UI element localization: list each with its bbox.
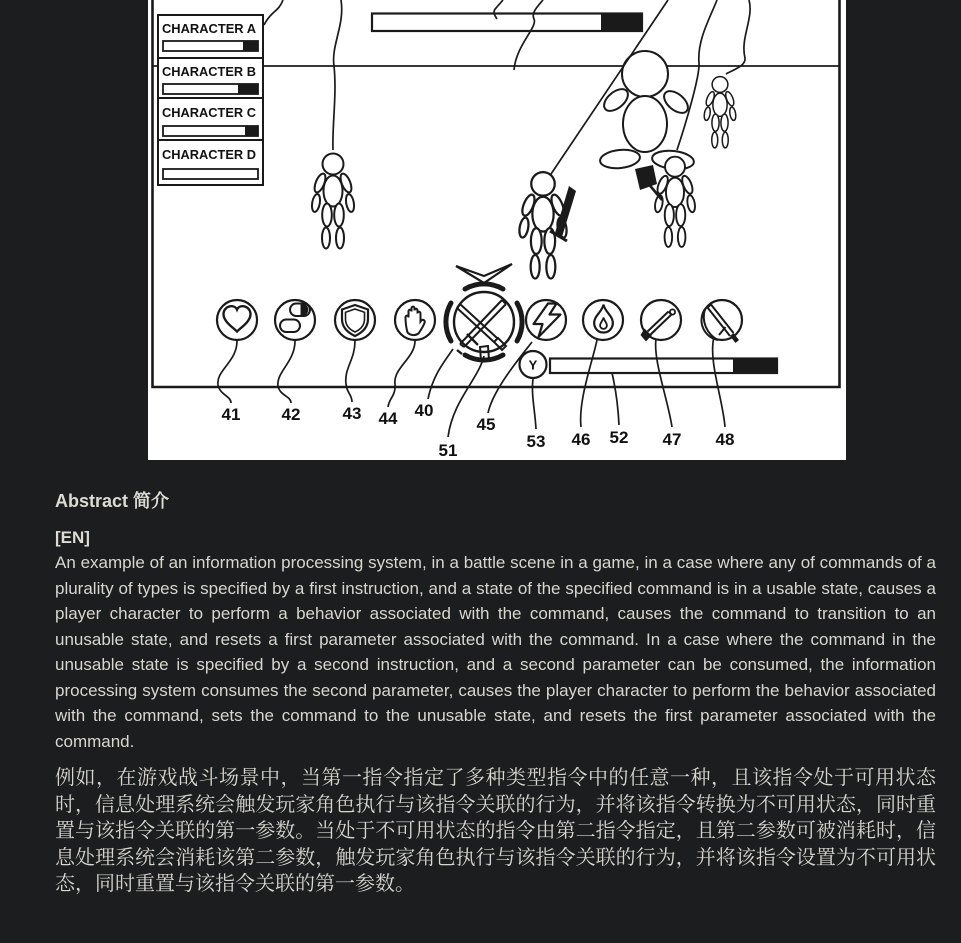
small-enemy-figure [703, 77, 736, 148]
ref-42: 42 [281, 405, 301, 424]
character-d-label: CHARACTER D [162, 148, 256, 162]
abstract-section [55, 487, 936, 898]
command-bar [217, 284, 742, 361]
shield-icon [335, 300, 375, 340]
boss-gauge-bar [372, 14, 642, 32]
character-status-panel [158, 15, 263, 185]
reference-numerals [222, 401, 735, 460]
language-tag: [EN] [55, 528, 90, 547]
ref-47: 47 [662, 430, 682, 449]
character-a-label: CHARACTER A [162, 22, 256, 36]
enemy-figure-with-axe [654, 157, 696, 247]
battle-scene-drawing [148, 0, 846, 460]
ref-48: 48 [715, 430, 735, 449]
ref-51: 51 [438, 441, 458, 460]
selection-chevron-icon [456, 264, 512, 283]
gun-icon [641, 300, 682, 342]
sword-crescent-icon [701, 300, 742, 343]
abstract-text-en: An example of an information processing system, in a battle scene in a game, in a case where any of commands of a plurality of types is specified by a first instruction, and a state of the specified command is in a usable state, causes a player character to perform a behavior associated with the command, causes the command to transition to an unusable state, and resets a first parameter associated with the command. In a case where the command in the unusable state is specified by a second instruction, and a second parameter can be consumed, the information processing system consumes the second parameter, causes the player character to perform the behavior associated with the command, sets the command to the unusable state, and resets the first parameter associated with the command. [55, 553, 936, 751]
charge-gauge-bar [550, 359, 777, 374]
abstract-heading: Abstract 简介 [55, 491, 170, 511]
boss-character-figure [599, 51, 695, 171]
ref-46: 46 [571, 430, 591, 449]
flame-icon [583, 300, 623, 340]
heart-icon [217, 300, 257, 340]
axe-weapon [635, 165, 662, 200]
leader-lines-top [264, 0, 750, 174]
crossed-swords-icon [446, 284, 522, 361]
ref-41: 41 [221, 405, 241, 424]
ally-figure [311, 154, 356, 249]
character-b-label: CHARACTER B [162, 65, 256, 79]
character-c-label: CHARACTER C [162, 106, 256, 120]
ref-52: 52 [609, 428, 629, 447]
selection-brackets [446, 284, 522, 360]
lightning-icon [526, 300, 566, 340]
patent-figure[interactable] [148, 0, 846, 460]
pills-icon [275, 300, 315, 340]
ref-43: 43 [342, 404, 362, 423]
ref-44: 44 [378, 409, 398, 428]
hand-icon [395, 300, 435, 340]
ref-40: 40 [414, 401, 434, 420]
y-button-icon [520, 351, 547, 378]
y-button-label: Y [528, 357, 538, 373]
abstract-text-zh: 例如，在游戏战斗场景中，当第一指令指定了多种类型指令中的任意一种，且该指令处于可用状态时，信息处理系统会触发玩家角色执行与该指令关联的行为，并将该指令转换为不可用状态，同时重置与该指令关联的第一参数。当处于不可用状态的指令由第二指令指定，且第二参数可被消耗时，信息处理系统会消耗该第二参数，触发玩家角色执行与该指令关联的行为，并将该指令设置为不可用状态，同时重置与该指令关联的第一参数。 [55, 767, 936, 895]
ref-53: 53 [526, 432, 546, 451]
ref-45: 45 [476, 415, 496, 434]
